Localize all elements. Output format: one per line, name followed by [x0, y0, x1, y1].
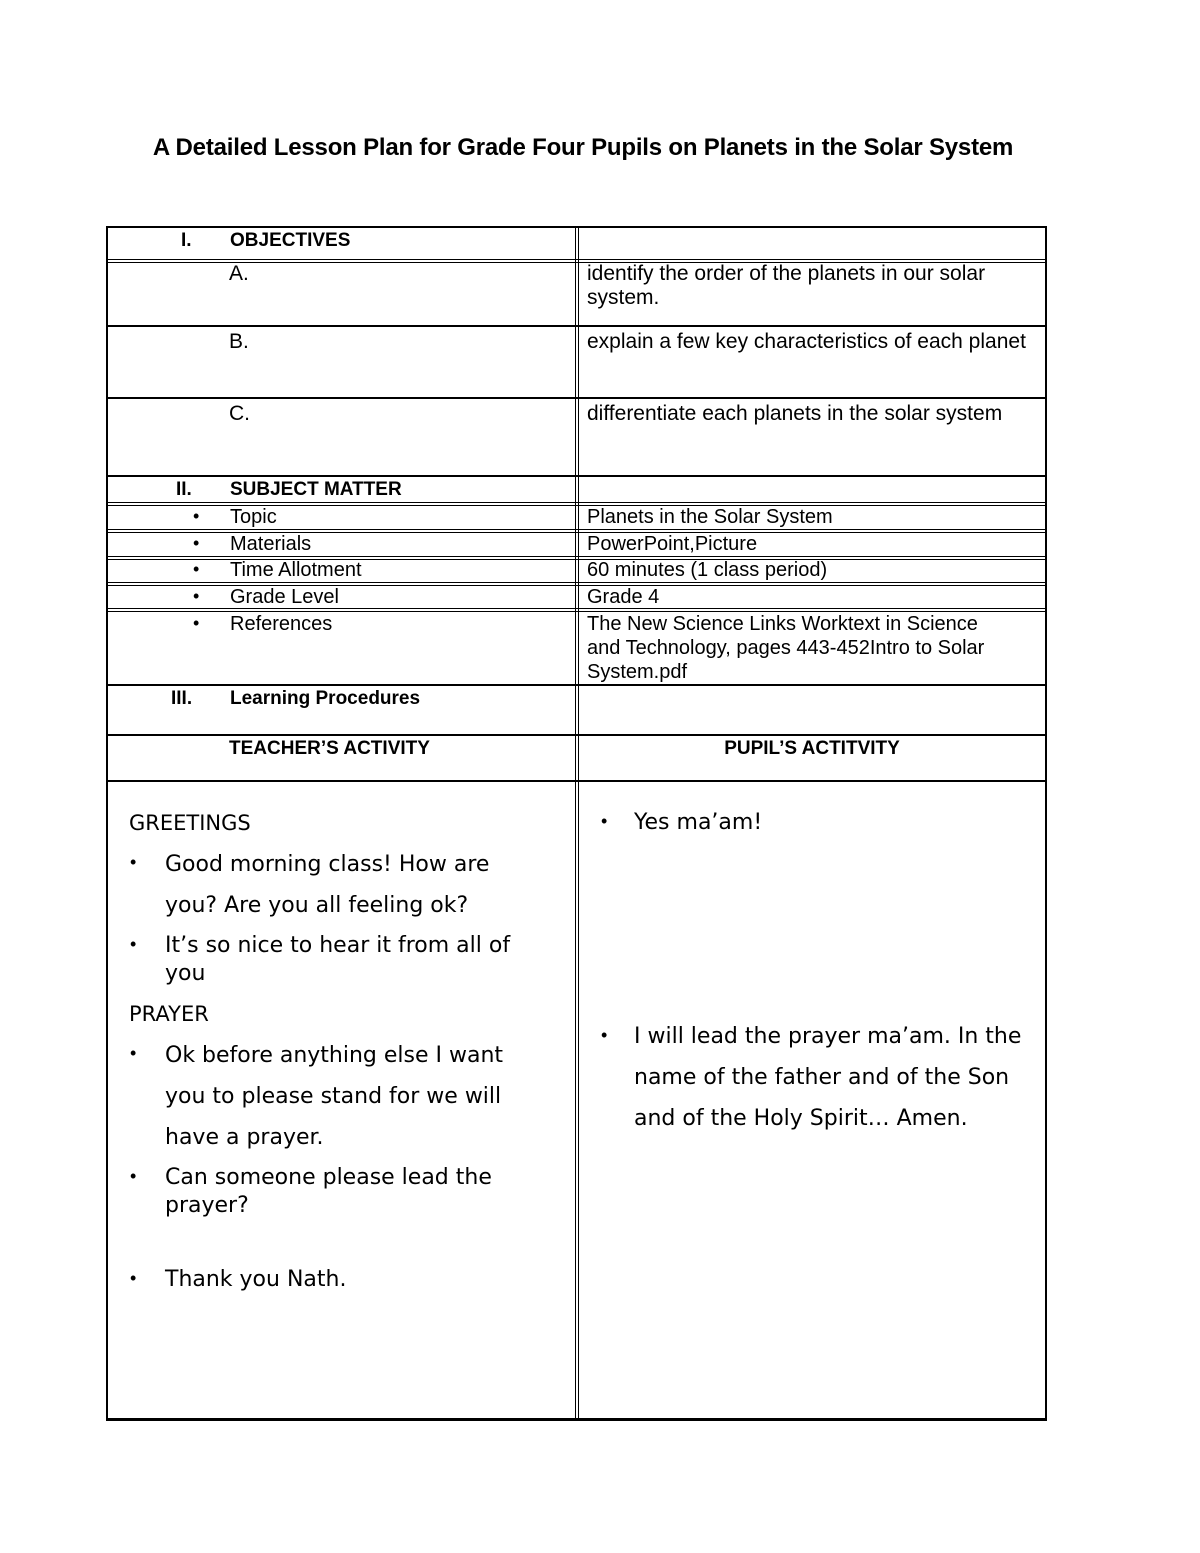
subject-label-materials: Materials	[230, 533, 312, 555]
row-divider	[108, 780, 1045, 782]
row-divider	[108, 325, 1045, 327]
bullet-icon: •	[130, 852, 137, 872]
prayer-heading: PRAYER	[129, 1002, 209, 1026]
bullet-icon: •	[130, 1043, 137, 1063]
bullet-icon: •	[130, 1166, 137, 1186]
objective-text: identify the order of the planets in our solar system.	[587, 262, 986, 309]
bullet-icon: •	[193, 559, 200, 579]
teacher-prayer-1: Ok before anything else I want you to please stand for we will have a prayer.	[165, 1043, 504, 1150]
objective-letter: C.	[229, 402, 250, 425]
section-number: I.	[181, 230, 192, 251]
teacher-prayer-2: Can someone please lead the prayer?	[165, 1165, 492, 1218]
row-divider	[108, 259, 1045, 260]
page-title: A Detailed Lesson Plan for Grade Four Pupils on Planets in the Solar System	[152, 134, 1014, 161]
bullet-icon: •	[193, 533, 200, 553]
teacher-thanks: Thank you Nath.	[165, 1267, 347, 1292]
teacher-greeting-2: It’s so nice to hear it from all of you	[165, 933, 511, 986]
row-divider	[108, 556, 1045, 557]
objective-letter: A.	[229, 262, 249, 285]
table-border-top	[106, 226, 1047, 228]
section-number: II.	[176, 479, 192, 500]
pupil-reply-1: Yes ma’am!	[634, 810, 763, 835]
subject-label-time: Time Allotment	[230, 559, 362, 581]
section-number: III.	[171, 688, 193, 709]
bullet-icon: •	[193, 586, 200, 606]
greetings-heading: GREETINGS	[129, 811, 251, 835]
row-divider	[108, 397, 1045, 399]
subject-value-time: 60 minutes (1 class period)	[587, 559, 828, 581]
bullet-icon: •	[601, 1025, 608, 1045]
subject-value-references: The New Science Links Worktext in Science and Technology, pages 443-452Intro to Solar System.pdf	[587, 613, 985, 683]
subject-value-topic: Planets in the Solar System	[587, 506, 833, 528]
table-border-left	[106, 226, 108, 1421]
section-heading-procedures: Learning Procedures	[230, 688, 421, 709]
objective-text: explain a few key characteristics of each planet	[587, 330, 1026, 353]
row-divider	[108, 529, 1045, 530]
bullet-icon: •	[130, 934, 137, 954]
bullet-icon: •	[601, 811, 608, 831]
row-divider	[108, 684, 1045, 686]
teacher-greeting-1: Good morning class! How are you? Are you all feeling ok?	[165, 852, 490, 918]
objective-text: differentiate each planets in the solar system	[587, 402, 1003, 425]
teacher-activity-header: TEACHER’S ACTIVITY	[229, 738, 430, 759]
section-heading-subject-matter: SUBJECT MATTER	[230, 479, 402, 500]
bullet-icon: •	[130, 1268, 137, 1288]
subject-label-references: References	[230, 613, 333, 635]
subject-value-materials: PowerPoint,Picture	[587, 533, 758, 555]
pupil-reply-2: I will lead the prayer ma’am. In the name of the father and of the Son and of the Holy Spirit… Amen.	[634, 1024, 1022, 1131]
subject-label-grade: Grade Level	[230, 586, 339, 608]
subject-label-topic: Topic	[230, 506, 277, 528]
pupil-activity-header: PUPIL’S ACTITVITY	[724, 738, 900, 759]
table-border-right	[1045, 226, 1047, 1421]
row-divider	[108, 502, 1045, 503]
subject-value-grade: Grade 4	[587, 586, 660, 608]
column-divider	[578, 228, 579, 1418]
bullet-icon: •	[193, 613, 200, 633]
table-border-bottom	[106, 1418, 1047, 1421]
bullet-icon: •	[193, 506, 200, 526]
row-divider	[108, 582, 1045, 583]
row-divider	[108, 734, 1045, 736]
section-heading-objectives: OBJECTIVES	[230, 230, 351, 251]
row-divider	[108, 475, 1045, 477]
objective-letter: B.	[229, 330, 249, 353]
column-divider	[575, 228, 576, 1418]
